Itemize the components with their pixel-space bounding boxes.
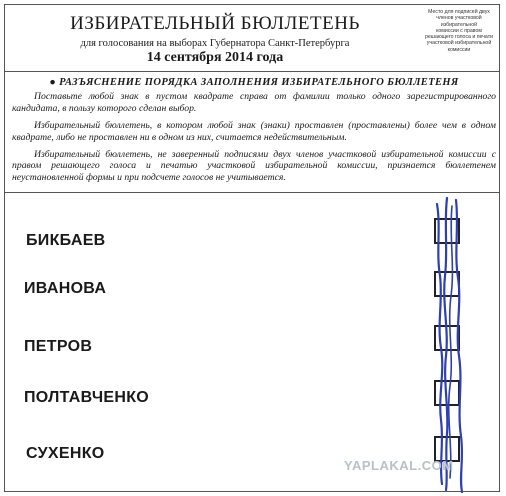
instruction-paragraph: Избирательный бюллетень, в котором любой знак (знаки) проставлен (проставлены) более чем в одном квадрате, либо не проставлен ни в одном из них, считается недействительным. [12, 120, 496, 143]
ballot-title: ИЗБИРАТЕЛЬНЫЙ БЮЛЛЕТЕНЬ [70, 13, 360, 34]
instructions-heading-first: Р [59, 77, 66, 88]
instructions-divider [5, 192, 499, 193]
stamp-line: решающего голоса и печати [425, 34, 493, 41]
stamp-line: Место для подписей двух [428, 9, 490, 15]
instruction-paragraph: Избирательный бюллетень, не заверенный подписями двух членов участковой избирательной комиссии с правом решающего голоса и печатью участковой избирательной комиссии, признается бюллетенем неустановленной формы и при подсчете голосов не учитывается. [12, 149, 496, 183]
header-divider [5, 71, 499, 72]
election-date: 14 сентября 2014 года [146, 50, 284, 65]
stamp-line: комиссии с правом [436, 27, 482, 34]
candidate-name-ivanova: ИВАНОВА [24, 280, 107, 297]
candidate-name-sukhenko: СУХЕНКО [26, 445, 105, 462]
watermark: YAPLAKAL.COM [344, 458, 454, 473]
stamp-line: комиссии [447, 46, 471, 53]
vote-checkbox-ivanova[interactable] [434, 271, 460, 297]
stamp-line: членов участковой [436, 15, 482, 22]
candidate-name-petrov: ПЕТРОВ [24, 338, 93, 355]
instruction-paragraph: Поставьте любой знак в пустом квадрате справа от фамилии только одного зарегистрированного кандидата, в пользу которого сделан выбор. [12, 91, 496, 114]
ballot-header [5, 5, 499, 71]
vote-checkbox-bikbaev[interactable] [434, 218, 460, 244]
stamp-line: избирательной [440, 21, 478, 28]
candidate-name-poltavchenko: ПОЛТАВЧЕНКО [24, 389, 150, 406]
candidate-name-bikbaev: БИКБАЕВ [26, 232, 106, 249]
vote-checkbox-petrov[interactable] [434, 325, 460, 351]
signature-stamp-area [423, 9, 495, 65]
stamp-line: участковой избирательной [426, 40, 492, 47]
instructions-heading-rest: АЗЪЯСНЕНИЕ ПОРЯДКА ЗАПОЛНЕНИЯ ИЗБИРАТЕЛЬНОГО БЮЛЛЕТЕНЯ [65, 77, 459, 88]
instructions-heading [12, 77, 496, 88]
vote-checkbox-poltavchenko[interactable] [434, 380, 460, 406]
instructions-section [12, 73, 496, 191]
ballot-subtitle: для голосования на выборах Губернатора Санкт-Петербурга [80, 38, 350, 49]
bullet-icon: ● [49, 77, 57, 88]
